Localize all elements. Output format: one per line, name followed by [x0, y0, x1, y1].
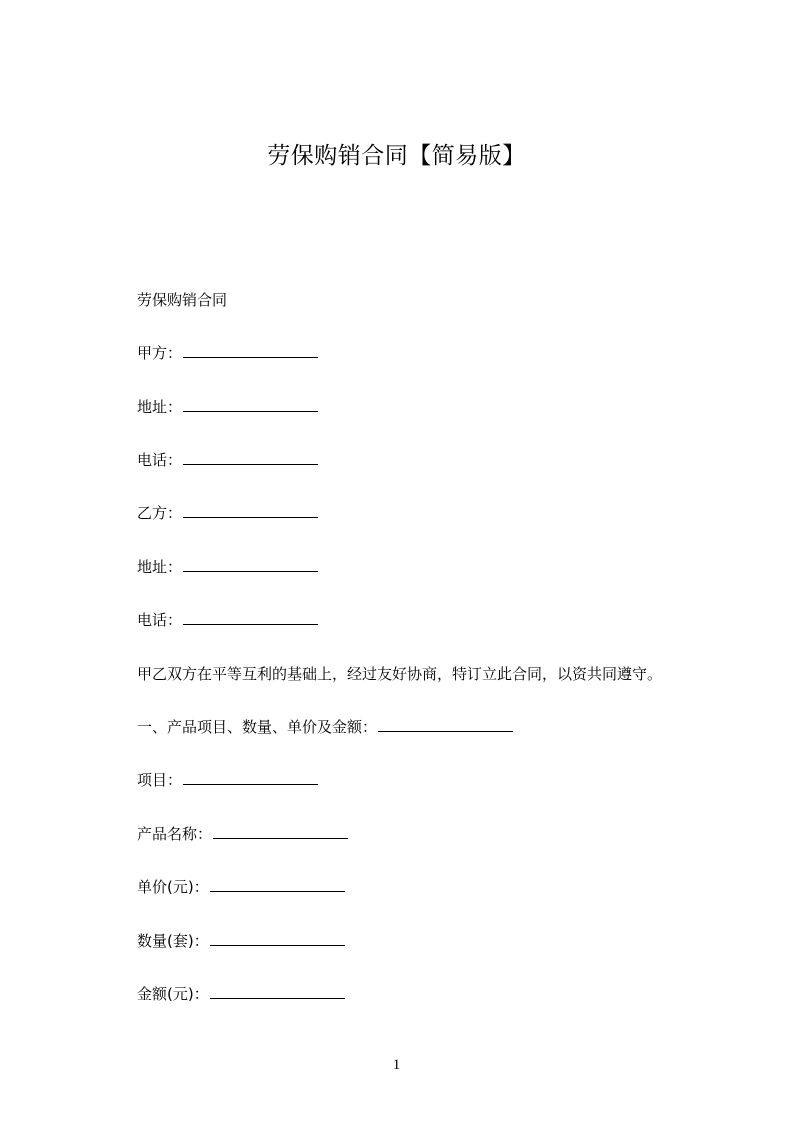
amount-label: 金额(元)： [137, 985, 209, 1003]
product-name-label: 产品名称： [137, 825, 213, 843]
party-b-address-blank[interactable] [183, 556, 318, 572]
party-a-address-label: 地址： [137, 398, 183, 416]
contract-heading [137, 289, 227, 311]
party-a-address-line [137, 396, 318, 418]
party-a-phone-blank[interactable] [183, 449, 318, 465]
party-b-phone-blank[interactable] [183, 609, 318, 625]
party-a-blank[interactable] [183, 342, 318, 358]
page-number: 1 [392, 1057, 401, 1073]
item-label: 项目： [137, 771, 183, 789]
product-name-line [137, 823, 348, 845]
quantity-label: 数量(套)： [137, 932, 209, 950]
section-one-label: 一、产品项目、数量、单价及金额： [137, 718, 378, 736]
party-a-phone-label: 电话： [137, 451, 183, 469]
preamble-text: 甲乙双方在平等互利的基础上，经过友好协商，特订立此合同，以资共同遵守。 [137, 665, 663, 683]
party-b-phone-label: 电话： [137, 611, 183, 629]
product-name-blank[interactable] [213, 823, 348, 839]
amount-blank[interactable] [210, 983, 345, 999]
amount-line [137, 983, 345, 1005]
party-a-line [137, 342, 318, 364]
party-b-line [137, 502, 318, 524]
unit-price-line [137, 876, 345, 898]
document-title: 劳保购销合同【简易版】 [267, 143, 526, 169]
item-blank[interactable] [183, 769, 318, 785]
party-a-phone-line [137, 449, 318, 471]
party-b-address-line [137, 556, 318, 578]
party-a-label: 甲方： [137, 344, 183, 362]
quantity-blank[interactable] [210, 930, 345, 946]
party-a-address-blank[interactable] [183, 396, 318, 412]
item-line [137, 769, 318, 791]
contract-heading-text: 劳保购销合同 [137, 291, 228, 309]
preamble-paragraph [137, 663, 662, 685]
section-one-blank[interactable] [378, 716, 513, 732]
party-b-address-label: 地址： [137, 558, 183, 576]
party-b-blank[interactable] [183, 502, 318, 518]
section-one-heading [137, 716, 513, 738]
party-b-phone-line [137, 609, 318, 631]
party-b-label: 乙方： [137, 504, 183, 522]
quantity-line [137, 930, 345, 952]
unit-price-label: 单价(元)： [137, 878, 209, 896]
unit-price-blank[interactable] [210, 876, 345, 892]
